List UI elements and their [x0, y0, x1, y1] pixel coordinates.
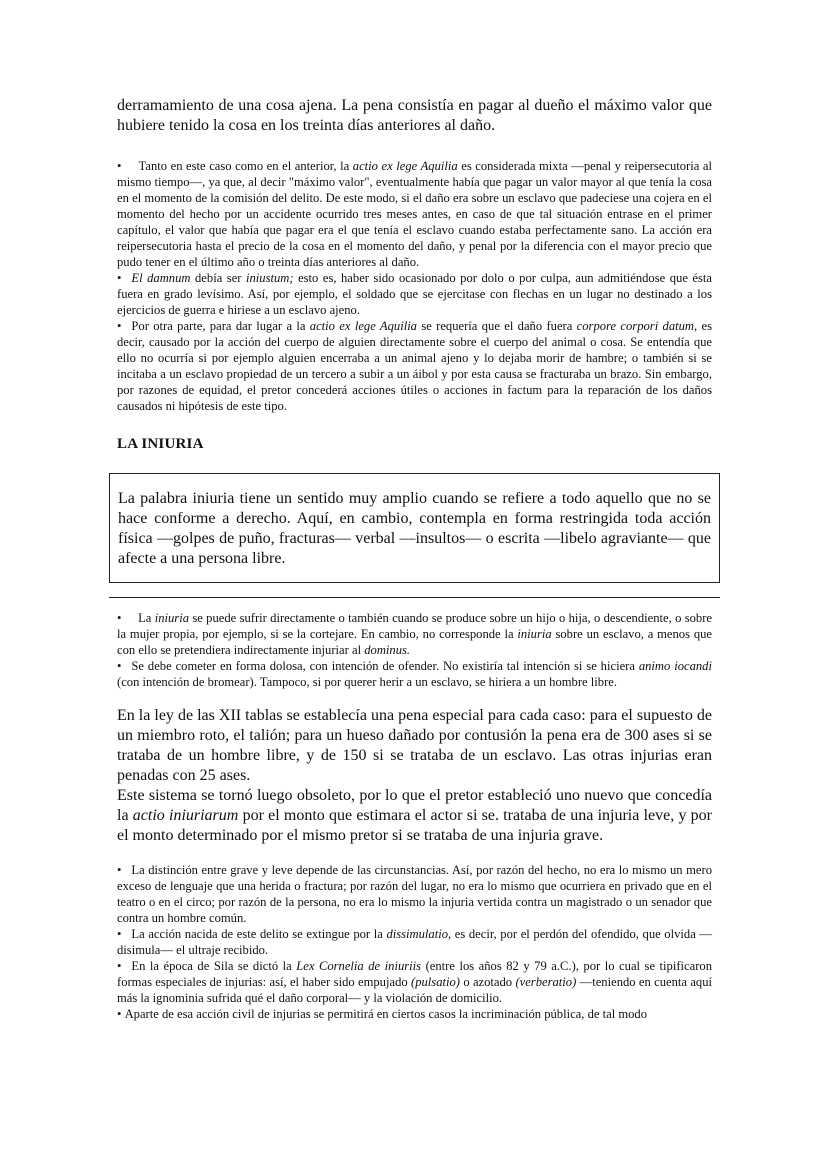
xii-paragraph-1: En la ley de las XII tablas se establecía una pena especial para cada caso: para el supuesto de un miembro roto, el talión; para un hueso dañado por contusión la pena era de 300 ases si se trataba de un hombre libre, y de 150 si se trataba de un esclavo. Las otras injurias eran penadas con 25 ases. [117, 707, 712, 784]
iniuria-paragraph-1 [117, 610, 712, 658]
italic-run: animo iocandi [638, 659, 712, 673]
text-run: se puede sufrir directamente o también cuando se produce sobre un hijo o hija, o descendiente, o sobre la mujer propia, por ejemplo, si se la cortejare. En cambio, no corresponde la [117, 611, 713, 641]
text-run: La [138, 611, 155, 625]
italic-run: El damnum [131, 271, 191, 285]
text-run: Tanto en este caso como en el anterior, la [138, 159, 353, 173]
text-run: En la época de Sila se dictó la [131, 959, 297, 973]
text-run: es decir, por el perdón del ofendido, que olvida —disimula— el ultraje recibido. [117, 927, 712, 957]
text-run: por el monto que estimara el actor si se. trataba de una injuria leve, y por el monto determinado por el mismo pretor si se trataba de una injuria grave. [117, 807, 712, 844]
italic-run: dominus. [364, 643, 411, 657]
bullet: • [117, 611, 122, 625]
italic-run: actio iniuriarum [132, 807, 239, 824]
iniuria-paragraph-2 [117, 658, 712, 690]
text-run: es decir, causado por la acción del cuerpo de alguien directamente sobre el cuerpo del animal o cosa. Se entendía que ello no ocurría si por ejemplo alguien encerraba a un animal ajeno y lo dejaba morir de hambre; o también si se incitaba a un esclavo propiedad de un tercero a subir a un áibol y por esta causa se fracturaba un brazo. Sin embargo, por razones de equidad, el pretor concederá acciones útiles o acciones in factum para la reparación de los daños causados ni hipótesis de este tipo. [117, 319, 712, 413]
text-run: Aparte de esa acción civil de injurias se permitirá en ciertos casos la incriminación pública, de tal modo [124, 1007, 648, 1021]
text-run: debía ser [190, 271, 246, 285]
text-run: La acción nacida de este delito se extingue por la [131, 927, 387, 941]
bullet: • [117, 271, 122, 285]
final-paragraph-3 [117, 958, 712, 1006]
bullet: • [117, 959, 122, 973]
final-paragraph-2 [117, 926, 712, 958]
definition-box [109, 473, 720, 583]
text-run: (entre los años 82 y 79 a.C.), por lo cual se tipificaron formas especiales de injurias: así, el haber sido empujado [117, 959, 713, 989]
text-run: La distinción entre grave y leve depende de las circunstancias. Así, por razón del hecho, no era lo mismo un mero exceso de lenguaje que una herida o fractura; por razón del lugar, no era lo mismo que ocurriera en privado que en el teatro o en el circo; por razón de la persona, no era lo mismo la injuria vertida contra un magistrado o un senador que contra un hombre común. [117, 863, 712, 925]
spacer [117, 690, 712, 706]
italic-run: Lex Cornelia de iniuriis [296, 959, 422, 973]
italic-run: (pulsatio) [411, 975, 460, 989]
italic-run: dissimulatio, [386, 927, 452, 941]
definition-text: La palabra iniuria tiene un sentido muy amplio cuando se refiere a todo aquello que no se hace conforme a derecho. Aquí, en cambio, contempla en forma restringida toda acción física —golpes de puño, fracturas— verbal —insultos— o escrita —libelo agraviante— que afecte a una persona libre. [118, 490, 711, 567]
bullet: • [117, 1007, 122, 1021]
spacer [117, 846, 712, 862]
italic-run: corpore corpori datum, [576, 319, 698, 333]
final-paragraph-4 [117, 1006, 712, 1022]
divider-line [109, 597, 720, 598]
italic-run: iniuria [154, 611, 190, 625]
text-run: se requería que el daño fuera [416, 319, 577, 333]
bullet: • [117, 927, 122, 941]
text-run: —teniendo en cuenta aquí más la ignominia sufrida qué el daño corporal— y la violación de domicilio. [117, 975, 713, 1005]
italic-run: iniuria [517, 627, 552, 641]
section-heading: LA INIURIA [117, 436, 204, 452]
bullet: • [117, 319, 122, 333]
bullet: • [117, 159, 122, 173]
document-page [117, 96, 712, 1022]
italic-run: actio ex lege Aquilia [352, 159, 458, 173]
text-run: es considerada mixta —penal y reipersecutoria al mismo tiempo—, ya que, al decir "máximo valor", eventualmente había que pagar un valor mayor al que tenía la cosa en el momento de la comisión del delito. De este modo, si el daño era sobre un esclavo que padeciese una cojera en el momento del hecho por un accidente ocurrido tres meses antes, en caso de que tal situación entrase en el primer capítulo, el valor que había que pagar era el que tenía el esclavo cuando estaba perfectamente sano. La acción era reipersecutoria hasta el precio de la cosa en el momento del daño, y penal por la diferencia con el mayor precio que pudo tener en el último año o treinta días anteriores al daño. [117, 159, 712, 269]
text-run: Por otra parte, para dar lugar a la [131, 319, 310, 333]
final-paragraph-1 [117, 862, 712, 926]
xii-paragraph-2 [117, 786, 712, 846]
bullet: • [117, 659, 122, 673]
intro-paragraph: derramamiento de una cosa ajena. La pena consistía en pagar al dueño el máximo valor que hubiere tenido la cosa en los treinta días anteriores al daño. [117, 97, 712, 134]
bullet: • [117, 863, 122, 877]
text-run: Se debe cometer en forma dolosa, con intención de ofender. No existiría tal intención si se hiciera [131, 659, 639, 673]
text-run: esto es, haber sido ocasionado por dolo o por culpa, aun admitiéndose que ésta fuera en grado levísimo. Así, por ejemplo, el soldado que se ejercitase con flechas en un lugar no destinado a los ejercicios de guerra e hiriese a un esclavo ajeno. [117, 271, 712, 317]
italic-run: iniustum; [245, 271, 294, 285]
aquilia-paragraph-3 [117, 318, 712, 414]
aquilia-paragraph-1 [117, 158, 712, 270]
text-run: sobre un esclavo, a menos que con ello se pretendiera indirectamente injuriar al [117, 627, 713, 657]
aquilia-paragraph-2 [117, 270, 712, 318]
italic-run: (verberatio) [515, 975, 577, 989]
text-run: (con intención de bromear). Tampoco, si por querer herir a un esclavo, se hiriera a un hombre libre. [117, 675, 617, 689]
text-run: Este sistema se tornó luego obsoleto, por lo que el pretor estableció uno nuevo que concedía la [117, 787, 712, 824]
italic-run: actio ex lege Aquilia [309, 319, 417, 333]
text-run: o azotado [459, 975, 516, 989]
